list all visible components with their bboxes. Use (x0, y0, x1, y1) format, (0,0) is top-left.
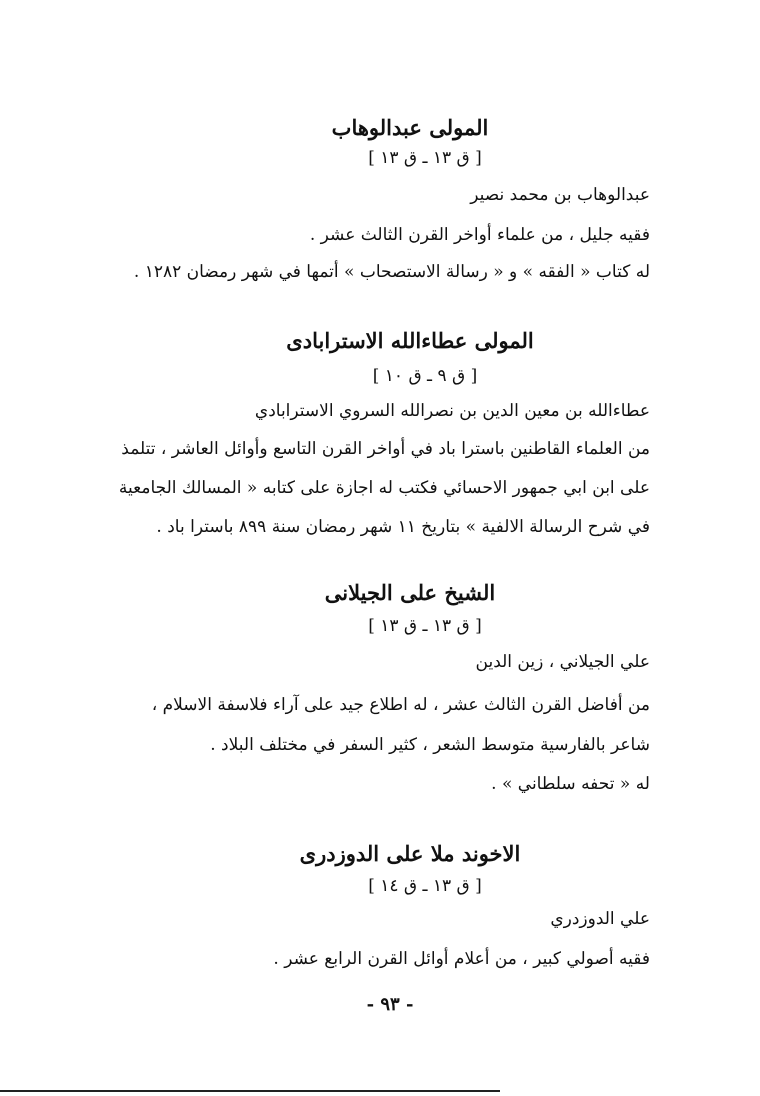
entry-line: علي الجيلاني ، زين الدين (475, 652, 650, 672)
entry-dates: [ ق ١٣ ـ ق ١٣ ] (368, 148, 482, 168)
bottom-rule (0, 1090, 500, 1092)
entry-line: في شرح الرسالة الالفية » بتاريخ ١١ شهر رمضان سنة ٨٩٩ باسترا باد . (156, 517, 650, 537)
page-number: - ٩٣ - (366, 994, 414, 1015)
entry-title: الاخوند ملا على الدوزدری (299, 841, 521, 866)
entry-line: فقيه أصولي كبير ، من أعلام أوائل القرن الرابع عشر . (273, 949, 650, 969)
entry-line: له « تحفه سلطاني » . (491, 774, 650, 794)
entry-line: عطاءالله بن معين الدين بن نصرالله السروي الاسترابادي (254, 401, 650, 421)
entry-line: على ابن ابي جمهور الاحسائي فكتب له اجازة على كتابه « المسالك الجامعية (118, 478, 650, 498)
entry-line: له كتاب « الفقه » و « رسالة الاستصحاب » أتمها في شهر رمضان ١٢٨٢ . (133, 262, 650, 282)
entry-title: المولی عبدالوهاب (331, 115, 489, 140)
entry-dates: [ ق ١٣ ـ ق ١٣ ] (368, 616, 482, 636)
entry-line: من العلماء القاطنين باسترا باد في أواخر القرن التاسع وأوائل العاشر ، تتلمذ (121, 439, 650, 459)
entry-line: عبدالوهاب بن محمد نصير (470, 185, 650, 205)
entry-title: الشيخ على الجيلانی (324, 580, 496, 605)
entry-line: من أفاضل القرن الثالث عشر ، له اطلاع جيد على آراء فلاسفة الاسلام ، (151, 695, 650, 715)
entry-dates: [ ق ١٣ ـ ق ١٤ ] (368, 876, 482, 896)
entry-line: شاعر بالفارسية متوسط الشعر ، كثير السفر في مختلف البلاد . (210, 735, 650, 755)
entry-line: علي الدوزدري (550, 909, 650, 929)
entry-line: فقيه جليل ، من علماء أواخر القرن الثالث عشر . (309, 225, 650, 245)
entry-dates: [ ق ٩ ـ ق ١٠ ] (372, 366, 478, 386)
entry-title: المولی عطاءالله الاسترابادی (286, 328, 534, 353)
